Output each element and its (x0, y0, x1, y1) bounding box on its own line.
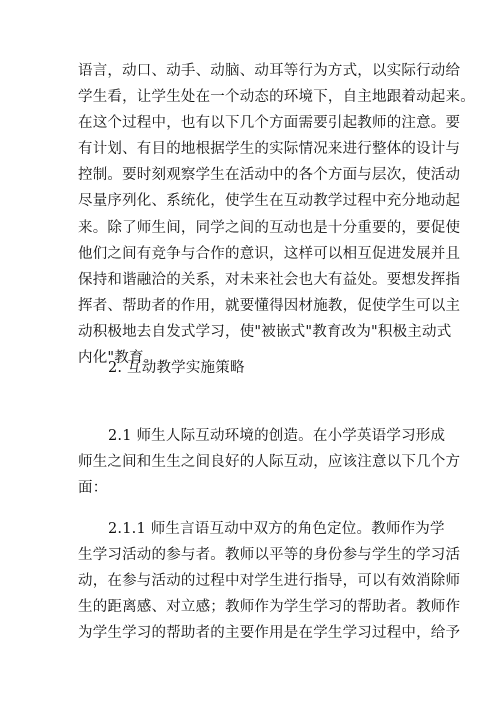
paragraph-line: 学生看，让学生处在一个动态的环境下，自主地跟着动起来。 (78, 89, 475, 106)
paragraph-line: 来。除了师生间，同学之间的互动也是十分重要的，要促使 (78, 219, 461, 236)
paragraph-line: 控制。要时刻观察学生在活动中的各个方面与层次，使活动 (78, 167, 461, 184)
paragraph-line: 语言，动口、动手、动脑、动耳等行为方式，以实际行动给 (78, 63, 461, 79)
paragraph-line: 动积极地去自发式学习，使"被嵌式"教育改为"积极主动式 (78, 323, 452, 340)
section-heading-text: 2. 互动教学实施策略 (108, 360, 245, 376)
paragraph-line: 尽量序列化、系统化，使学生在互动教学过程中充分地动起 (78, 193, 461, 210)
paragraph-line: 动，在参与活动的过程中对学生进行指导，可以有效消除师 (78, 573, 461, 590)
paragraph-line: 内化"教育。 (78, 350, 159, 367)
paragraph-line: 挥者、帮助者的作用，就要懂得因材施教，促使学生可以主 (78, 297, 461, 314)
paragraph-line: 为学生学习的帮助者的主要作用是在学生学习过程中，给予 (78, 625, 461, 642)
section-heading (78, 355, 430, 381)
paragraph-line: 2.1.1 师生言语互动中双方的角色定位。教师作为学 (108, 521, 445, 537)
paragraph-line: 有计划、有目的地根据学生的实际情况来进行整体的设计与 (78, 141, 461, 158)
paragraph-line: 在这个过程中，也有以下几个方面需要引起教师的注意。要 (78, 115, 461, 132)
paragraph-line: 生学习活动的参与者。教师以平等的身份参与学生的学习活 (78, 547, 461, 564)
paragraph-line: 师生之间和生生之间良好的人际互动，应该注意以下几个方 (78, 454, 461, 471)
paragraph-1 (78, 58, 475, 371)
paragraph-line: 生的距离感、对立感；教师作为学生学习的帮助者。教师作 (78, 599, 461, 616)
paragraph-line: 保持和谐融洽的关系，对未来社会也大有益处。要想发挥指 (78, 271, 461, 288)
paragraph-2 (78, 423, 461, 501)
paragraph-3 (78, 516, 461, 646)
paragraph-line: 他们之间有竞争与合作的意识，这样可以相互促进发展并且 (78, 245, 461, 262)
paragraph-line: 2.1 师生人际互动环境的创造。在小学英语学习形成 (108, 428, 446, 444)
paragraph-line: 面： (78, 480, 108, 497)
